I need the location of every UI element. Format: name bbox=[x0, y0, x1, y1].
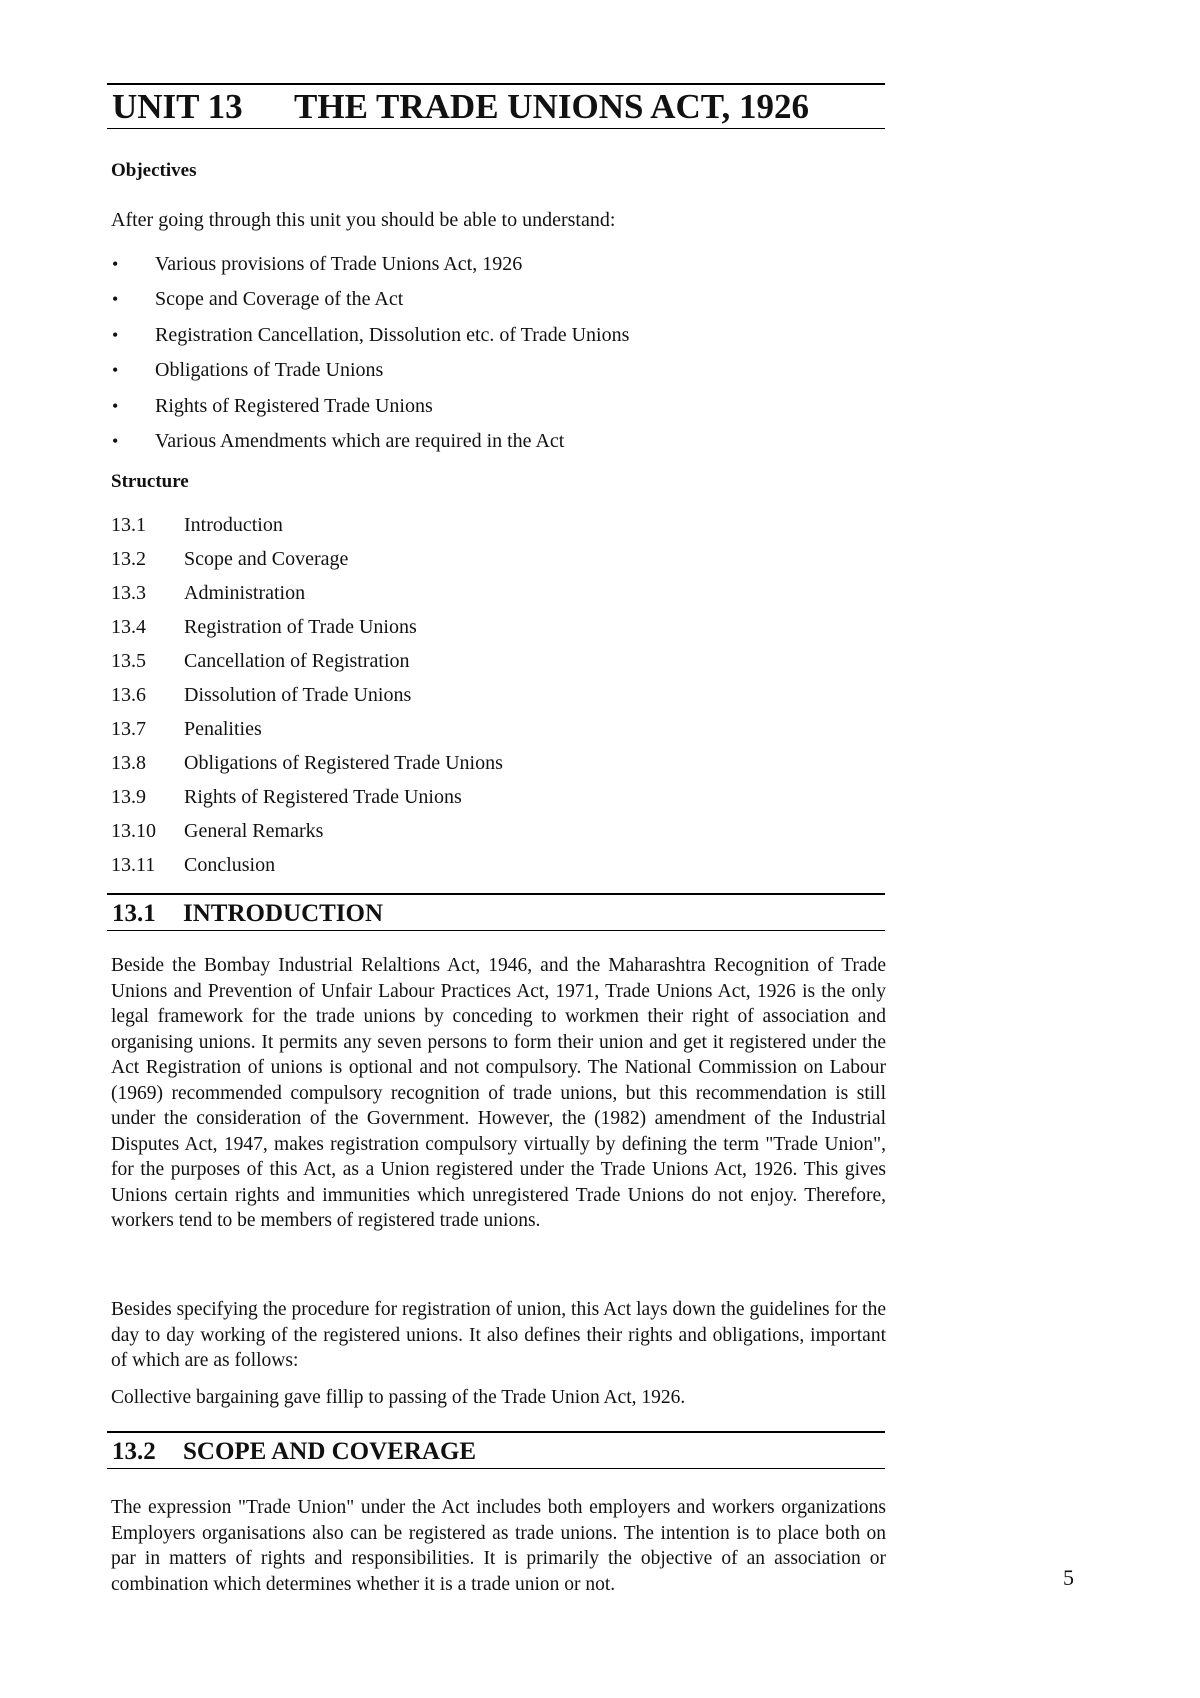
bullet-icon: • bbox=[112, 254, 119, 274]
bullet-icon: • bbox=[112, 430, 119, 451]
section-number: 13.1 bbox=[112, 900, 156, 927]
structure-heading: Structure bbox=[111, 471, 189, 492]
objectives-intro: After going through this unit you should be able to understand: bbox=[111, 209, 616, 231]
bullet-icon: • bbox=[112, 324, 119, 345]
objectives-heading: Objectives bbox=[111, 160, 197, 181]
unit-label: UNIT 13 bbox=[112, 87, 243, 126]
bullet-icon: • bbox=[112, 360, 119, 381]
paragraph: Beside the Bombay Industrial Relaltions Act, 1946, and the Maharashtra Recognition of Trade Unions and Prevention of Unfair Labour Practices Act, 1971, Trade Unions Act, 1926 is the only legal framework for the trade unions by conceding to workmen their right of association and organising unions. It permits any seven persons to form their union and get it registered under the Act Registration of unions is optional and not compulsory. The National Commission on Labour (1969) recommended compulsory recognition of trade unions, but this recommendation is still under the consideration of the Government. However, the (1982) amendment of the Industrial Disputes Act, 1947, makes registration compulsory virtually by defining the term "Trade Union", for the purposes of this Act, as a Union registered under the Trade Unions Act, 1926. This gives Unions certain rights and immunities which unregistered Trade Unions do not enjoy. Therefore, workers tend to be members of registered trade unions. bbox=[111, 955, 886, 1231]
section-heading-scope bbox=[107, 1431, 885, 1469]
bullet-icon: • bbox=[112, 395, 119, 416]
paragraph: The expression "Trade Union" under the Act includes both employers and workers organizations Employers organisations also can be registered as trade unions. The intention is to place both on par in matters of rights and responsibilities. It is primarily the objective of an association or combination which determines whether it is a trade union or not. bbox=[111, 1497, 886, 1595]
unit-title: THE TRADE UNIONS ACT, 1926 bbox=[294, 87, 810, 126]
paragraph: Besides specifying the procedure for registration of union, this Act lays down the guidelines for the day to day working of the registered unions. It also defines their rights and obligations, important of which are as follows: bbox=[111, 1299, 886, 1371]
section-heading-introduction bbox=[107, 893, 885, 931]
page-number: 5 bbox=[1063, 1565, 1074, 1590]
document-page: UNIT 13 THE TRADE UNIONS ACT, 1926 Objectives After going through this unit you should be able to understand: • Various provisions of Trade Unions Act, 1926 • Scope and Coverage of the Act • Registration Cancellation, Dissolution etc. of Trade Unions • Obligations of Trade Unions • Rights of Registered Trade Unions • Various Amendments which are required in the Act Structure 13.1 Introduction 13.2 Scope and Coverage 13.3 Administration 13.4 Registration of Trade Unions 13.5 Cancellation of Registration 13.6 Dissolution of Trade Unions 13.7 Penalities 13.8 Obligations of Registered Trade Unions 13.9 Rights of Registered Trade Unions 13.10 General Remarks 13.11 Conclusion 13.1 INTRODUCTION Beside the Bombay Industrial Relaltions Act, 1946, and the Maharashtra Recognition of Trade Unions and Prevention of Unfair Labour Practices Act, 1971, Trade Unions Act, 1926 is the only legal framework for the trade unions by conceding to workmen their right of association and organising unions. It permits any seven persons to form their union and get it registered under the Act Registration of unions is optional and not compulsory. The National Commission on Labour (1969) recommended compulsory recognition of trade unions, but this recommendation is still under the consideration of the Government. However, the (1982) amendment of the Industrial Disputes Act, 1947, makes registration compulsory virtually by defining the term "Trade Union", for the purposes of this Act, as a Union registered under the Trade Unions Act, 1926. This gives Unions certain rights and immunities which unregistered Trade Unions do not enjoy. Therefore, workers tend to be members of registered trade unions. Besides specifying the procedure for registration of union, this Act lays down the guidelines for the day to day working of the registered unions. It also defines their rights and obligations, important of which are as follows: Collective bargaining gave fillip to passing of the Trade Union Act, 1926. 13.2 SCOPE AND COVERAGE The expression "Trade Union" under the Act includes both employers and workers organizations Employers organisations also can be registered as trade unions. The intention is to place both on par in matters of rights and responsibilities. It is primarily the objective of an association or combination which determines whether it is a trade union or not. 5 bbox=[0, 0, 1200, 1698]
section-title: INTRODUCTION bbox=[183, 900, 384, 927]
unit-header bbox=[107, 83, 885, 129]
bullet-icon: • bbox=[112, 289, 119, 310]
section-title: SCOPE AND COVERAGE bbox=[183, 1438, 477, 1465]
paragraph: Collective bargaining gave fillip to passing of the Trade Union Act, 1926. bbox=[111, 1387, 686, 1408]
section-number: 13.2 bbox=[112, 1438, 156, 1465]
